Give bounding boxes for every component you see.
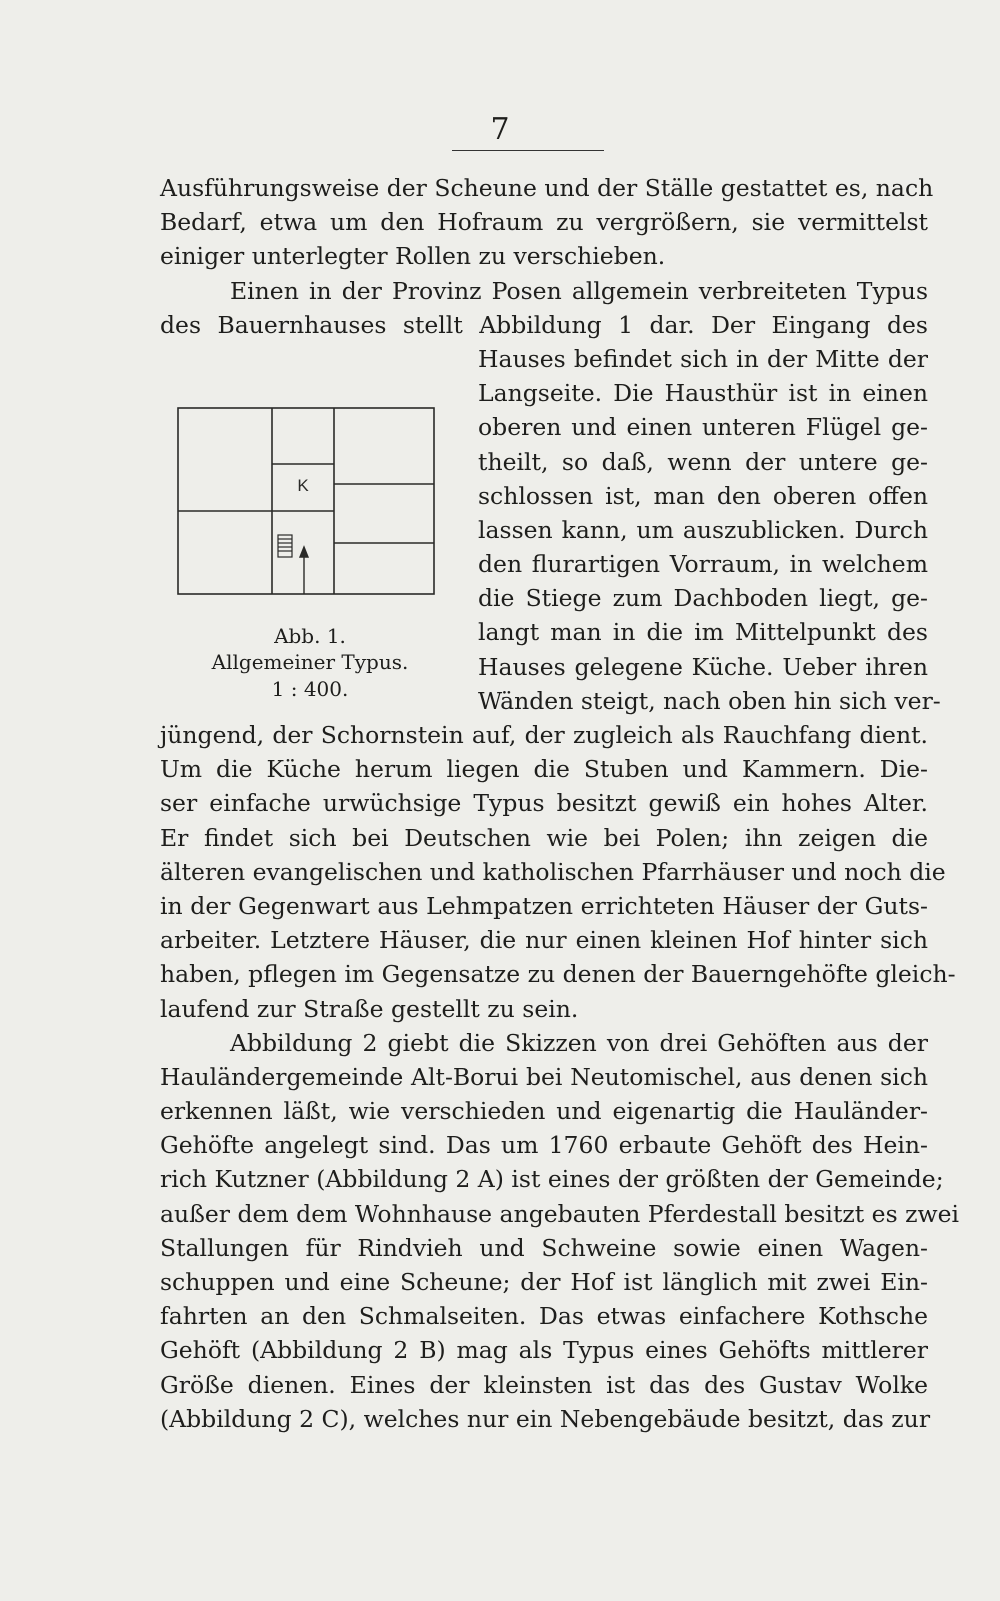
text-line: einiger unterlegter Rollen zu verschieben. xyxy=(160,242,666,271)
figure-caption-label: Abb. 1. xyxy=(274,624,346,648)
text-line: Gehöft (Abbildung 2 B) mag als Typus eines Gehöfts mittlerer xyxy=(160,1336,928,1365)
text-line: Ausführungsweise der Scheune und der Ställe gestattet es, nach xyxy=(160,174,934,202)
text-line: schlossen ist, man den oberen offen xyxy=(478,481,928,510)
page-number: 7 xyxy=(490,112,510,147)
text-line: (Abbildung 2 C), welches nur ein Nebengebäude besitzt, das zur xyxy=(160,1404,931,1433)
text-line: des Bauernhauses stellt Abbildung 1 dar. Der Eingang des xyxy=(160,310,928,339)
text-line: Gehöfte angelegt sind. Das um 1760 erbaute Gehöft des Hein- xyxy=(160,1131,928,1160)
text-line: oberen und einen unteren Flügel ge- xyxy=(478,413,928,442)
text-line: Langseite. Die Hausthür ist in einen xyxy=(478,379,928,408)
text-line: Abbildung 2 giebt die Skizzen von drei Gehöften aus der xyxy=(230,1028,928,1057)
text-line: Hauses gelegene Küche. Ueber ihren xyxy=(478,652,928,681)
text-line: Hauses befindet sich in der Mitte der xyxy=(478,344,928,373)
text-line: Einen in der Provinz Posen allgemein verbreiteten Typus xyxy=(230,276,928,305)
text-line: Größe dienen. Eines der kleinsten ist das des Gustav Wolke xyxy=(160,1370,928,1399)
text-line: fahrten an den Schmalseiten. Das etwas einfachere Kothsche xyxy=(160,1302,928,1331)
header-rule xyxy=(452,150,604,151)
text-line: Er findet sich bei Deutschen wie bei Polen; ihn zeigen die xyxy=(160,823,928,852)
kitchen-label: K xyxy=(297,476,309,495)
text-line: schuppen und eine Scheune; der Hof ist länglich mit zwei Ein- xyxy=(160,1268,928,1296)
text-line: langt man in die im Mittelpunkt des xyxy=(478,618,928,647)
figure-caption-scale: 1 : 400. xyxy=(271,677,349,701)
text-line: die Stiege zum Dachboden liegt, ge- xyxy=(478,584,928,613)
text-line: Bedarf, etwa um den Hofraum zu vergrößern, sie vermittelst xyxy=(160,208,928,237)
text-line: theilt, so daß, wenn der untere ge- xyxy=(478,447,928,476)
text-line: älteren evangelischen und katholischen Pfarrhäuser und noch die xyxy=(160,857,946,886)
body-text xyxy=(160,171,960,1436)
text-line: Wänden steigt, nach oben hin sich ver- xyxy=(478,686,941,715)
text-line: ser einfache urwüchsige Typus besitzt gewiß ein hohes Alter. xyxy=(160,789,928,818)
text-line: in der Gegenwart aus Lehmpatzen errichteten Häuser der Guts- xyxy=(160,891,928,920)
text-line: rich Kutzner (Abbildung 2 A) ist eines der größten der Gemeinde; xyxy=(160,1165,944,1194)
text-line: Stallungen für Rindvieh und Schweine sowie einen Wagen- xyxy=(160,1233,928,1262)
text-line: Um die Küche herum liegen die Stuben und Kammern. Die- xyxy=(160,755,928,784)
text-line: laufend zur Straße gestellt zu sein. xyxy=(160,994,579,1023)
text-line: den flurartigen Vorraum, in welchem xyxy=(478,550,928,579)
text-line: haben, pflegen im Gegensatze zu denen der Bauerngehöfte gleich- xyxy=(160,960,956,989)
text-line: arbeiter. Letztere Häuser, die nur einen kleinen Hof hinter sich xyxy=(160,926,928,955)
text-line: lassen kann, um auszublicken. Durch xyxy=(478,515,928,544)
text-line: erkennen läßt, wie verschieden und eigenartig die Hauländer- xyxy=(160,1097,928,1126)
text-line: Hauländergemeinde Alt-Borui bei Neutomischel, aus denen sich xyxy=(160,1062,928,1091)
figure-caption-title: Allgemeiner Typus. xyxy=(211,650,409,674)
text-line: außer dem dem Wohnhause angebauten Pferdestall besitzt es zwei xyxy=(160,1199,960,1228)
text-line: jüngend, der Schornstein auf, der zugleich als Rauchfang dient. xyxy=(160,721,928,749)
